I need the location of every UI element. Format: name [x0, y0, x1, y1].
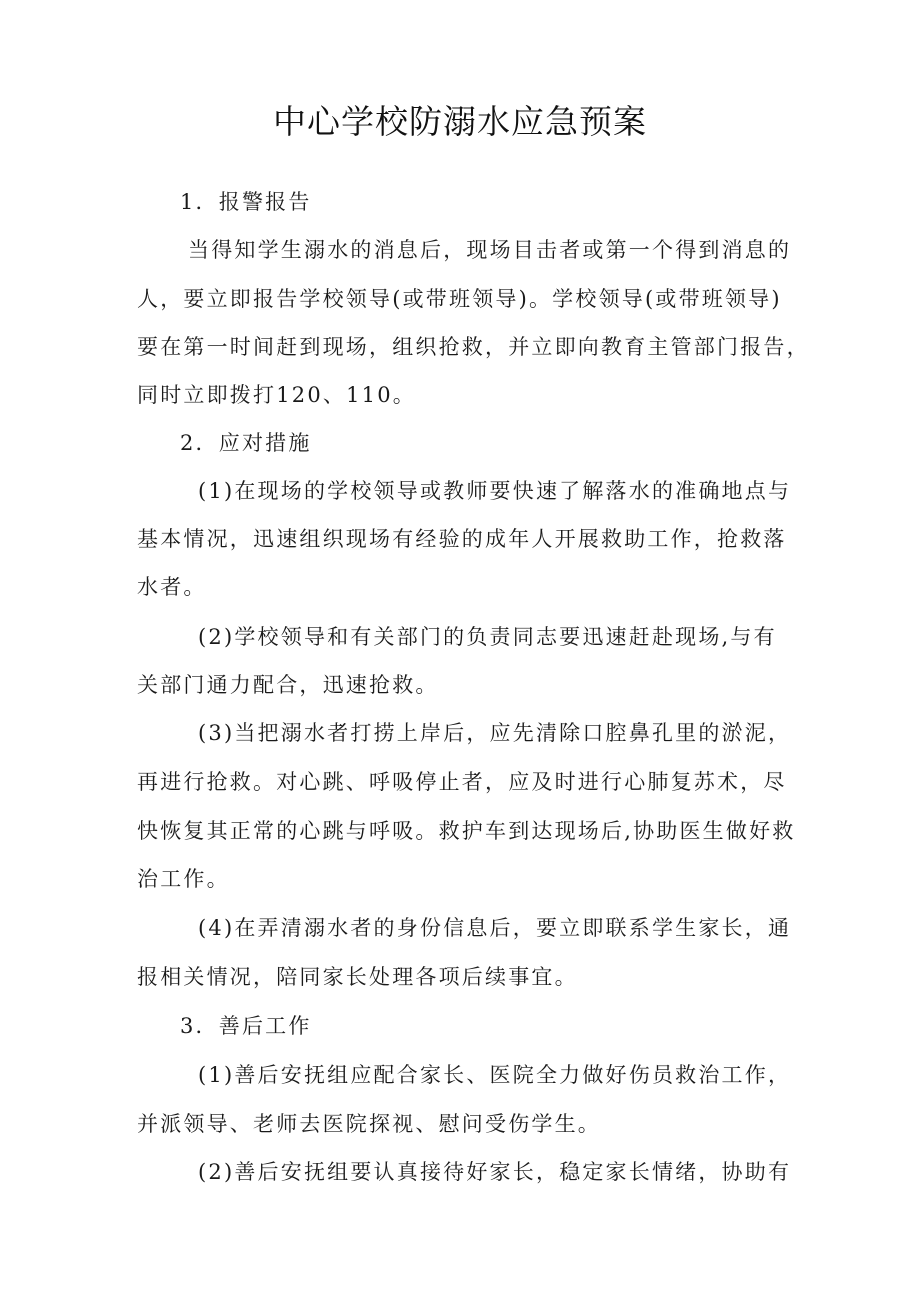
paragraph-line: 并派领导、老师去医院探视、慰问受伤学生。 [137, 1112, 601, 1136]
paragraph-line: 快恢复其正常的心跳与呼吸。救护车到达现场后,协助医生做好救 [137, 819, 796, 843]
paragraph-line: (4)在弄清溺水者的身份信息后，要立即联系学生家长，通 [198, 916, 792, 940]
paragraph-line: (1)善后安抚组应配合家长、医院全力做好伤员救治工作， [198, 1063, 792, 1087]
paragraph-line: 要在第一时间赶到现场，组织抢救，并立即向教育主管部门报告， [137, 335, 810, 359]
paragraph-line: 关部门通力配合，迅速抢救。 [137, 673, 439, 697]
paragraph-line: 同时立即拨打120、110。 [137, 383, 416, 407]
paragraph-line: (2)学校领导和有关部门的负责同志要迅速赶赴现场,与有 [198, 625, 777, 649]
paragraph-line: (3)当把溺水者打捞上岸后，应先清除口腔鼻孔里的淤泥， [198, 721, 792, 745]
section-heading-response: 2．应对措施 [180, 431, 312, 455]
paragraph-line: 基本情况，迅速组织现场有经验的成年人开展救助工作，抢救落 [137, 527, 787, 551]
paragraph-line: (2)善后安抚组要认真接待好家长，稳定家长情绪，协助有 [198, 1160, 792, 1184]
paragraph-line: 再进行抢救。对心跳、呼吸停止者，应及时进行心肺复苏术，尽 [137, 770, 787, 794]
section-heading-aftermath: 3．善后工作 [180, 1014, 312, 1038]
paragraph-line: (1)在现场的学校领导或教师要快速了解落水的准确地点与 [198, 479, 792, 503]
paragraph-line: 报相关情况，陪同家长处理各项后续事宜。 [137, 965, 578, 989]
paragraph-line: 水者。 [137, 575, 207, 599]
paragraph-line: 治工作。 [137, 867, 230, 891]
document-title: 中心学校防溺水应急预案 [273, 102, 647, 141]
paragraph-line: 人，要立即报告学校领导(或带班领导)。学校领导(或带班领导) [137, 287, 782, 311]
paragraph-line: 当得知学生溺水的消息后，现场目击者或第一个得到消息的 [188, 238, 792, 262]
section-heading-report: 1．报警报告 [180, 190, 312, 214]
